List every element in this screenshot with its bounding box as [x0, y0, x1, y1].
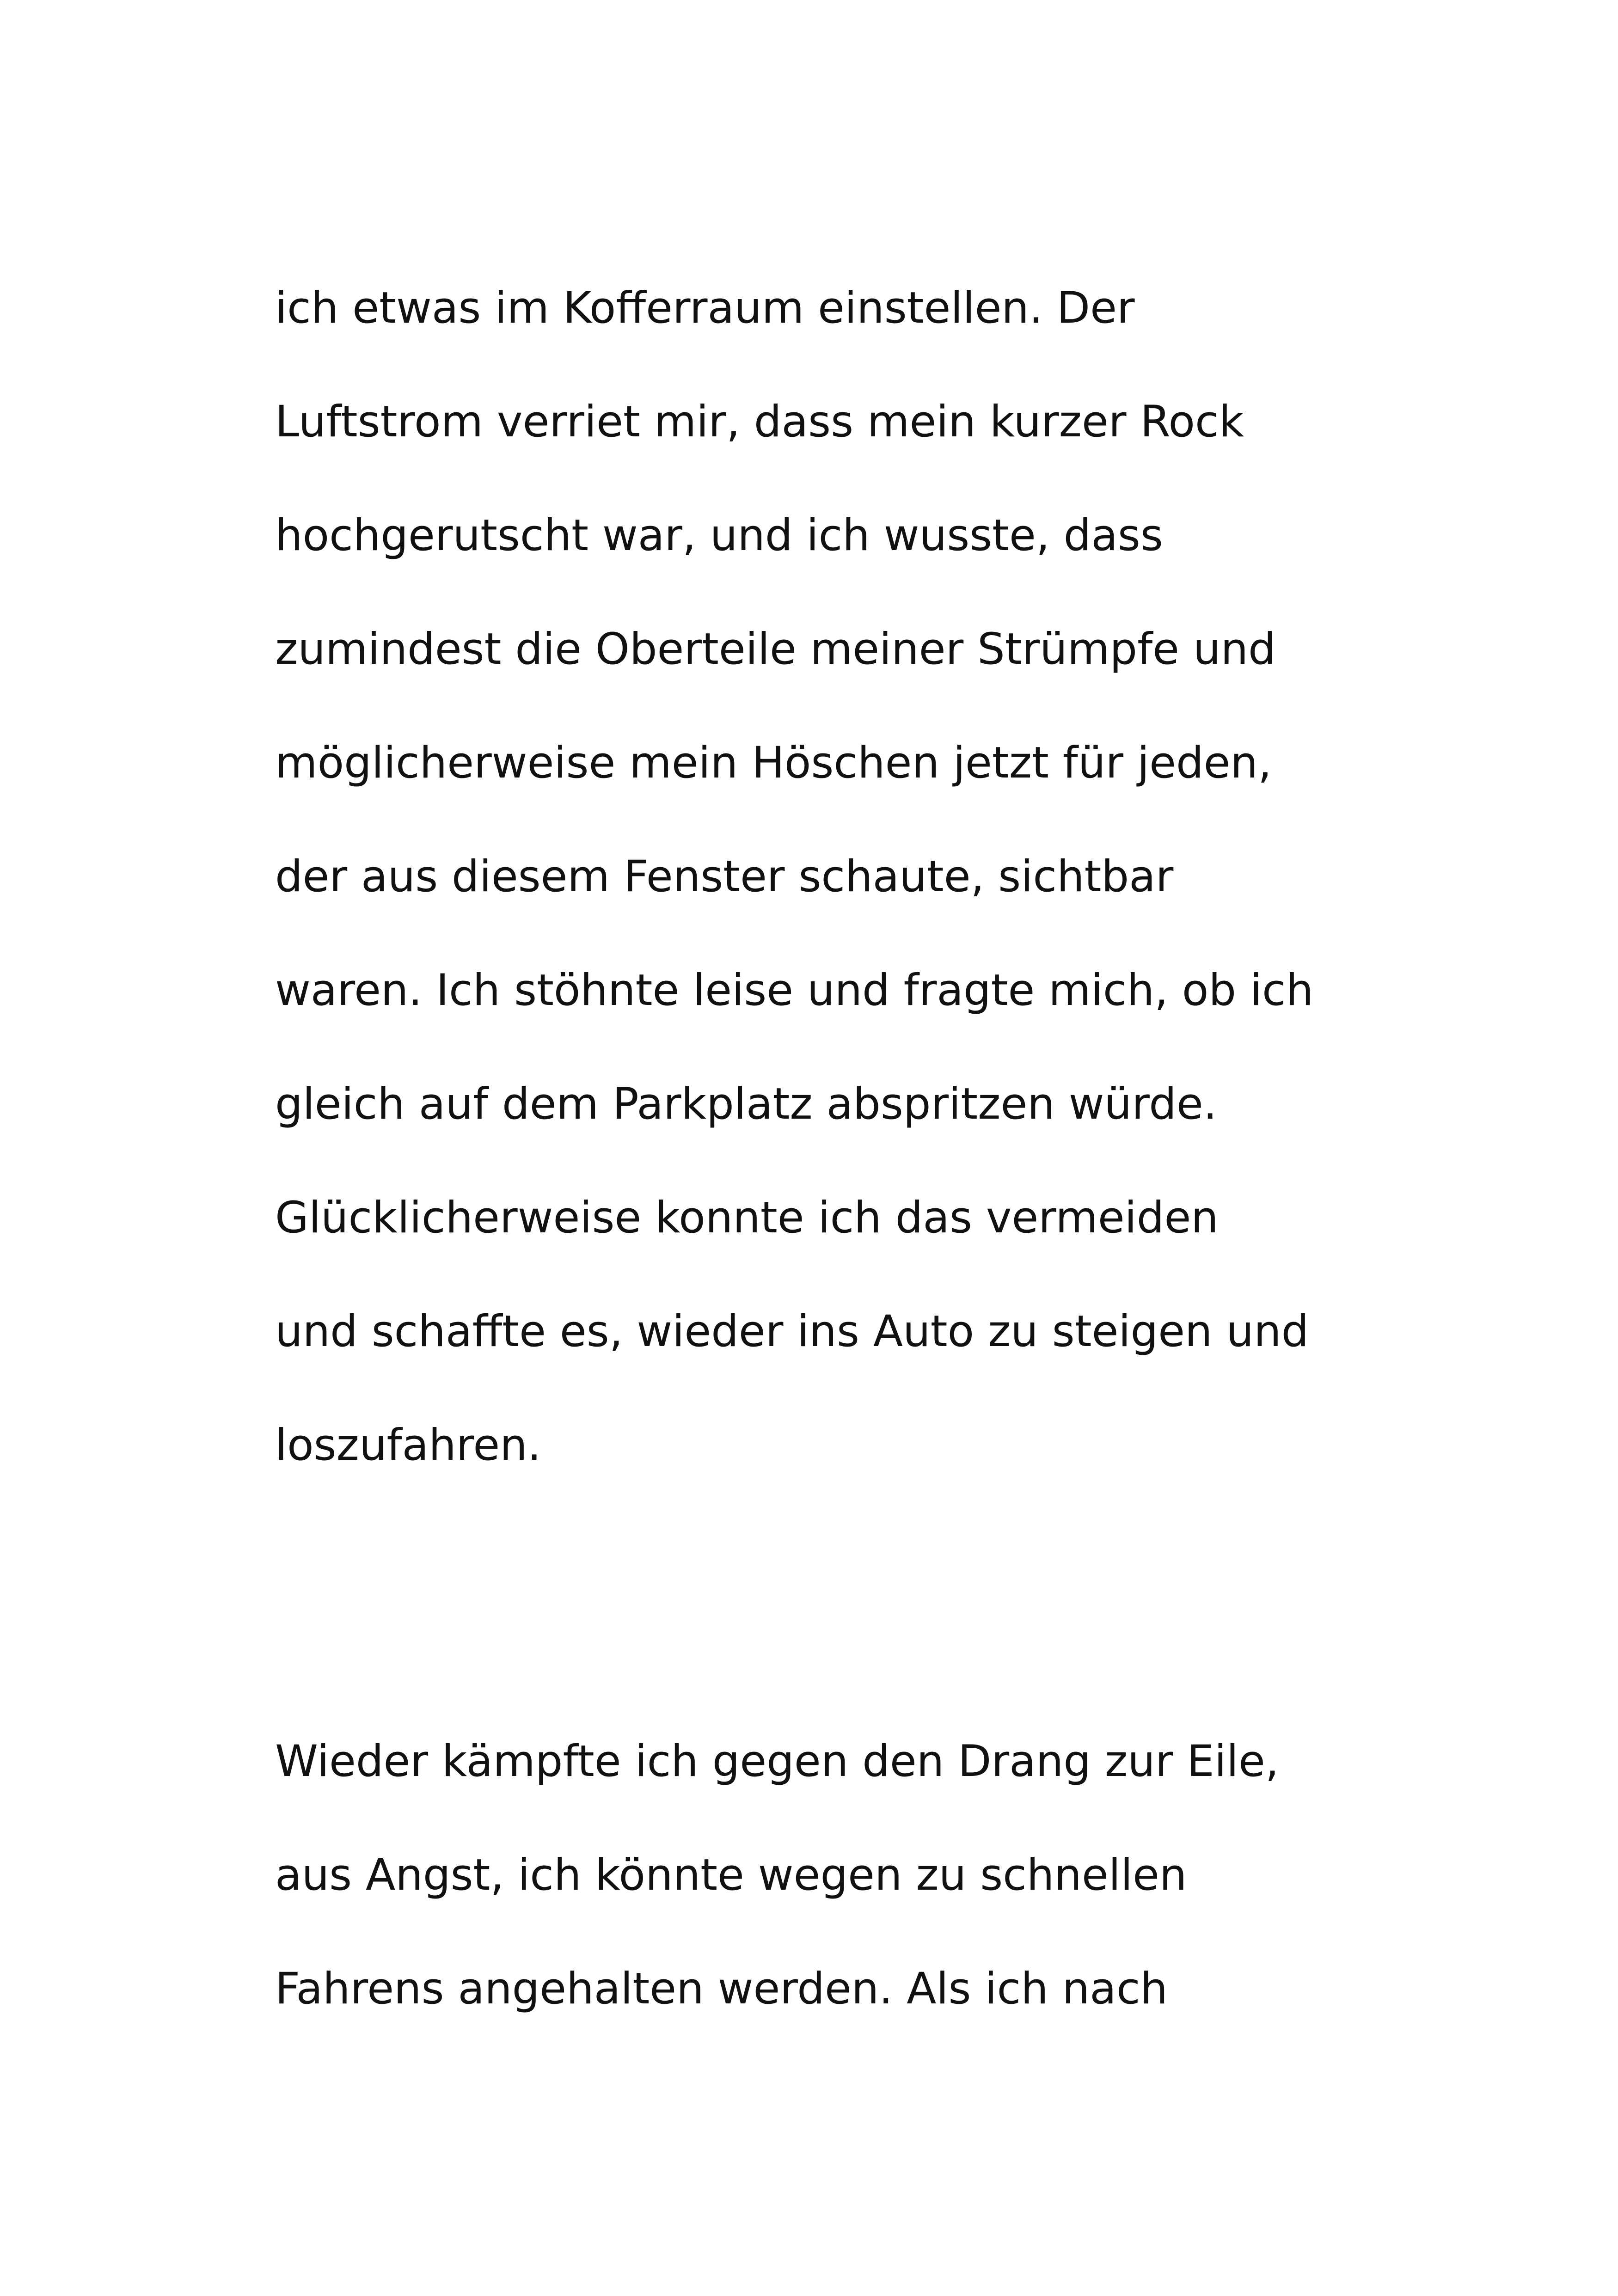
- text-line: der aus diesem Fenster schaute, sichtbar: [275, 851, 1174, 902]
- text-line: Fahrens angehalten werden. Als ich nach: [275, 1964, 1168, 2014]
- text-line: gleich auf dem Parkplatz abspritzen würde.: [275, 1079, 1217, 1129]
- text-line: Wieder kämpfte ich gegen den Drang zur Eile,: [275, 1736, 1279, 1787]
- text-line: und schaffte es, wieder ins Auto zu steigen und: [275, 1306, 1309, 1357]
- paragraph-2: [275, 1705, 1477, 2046]
- text-line: hochgerutscht war, und ich wusste, dass: [275, 510, 1163, 561]
- text-line: waren. Ich stöhnte leise und fragte mich, ob ich: [275, 965, 1314, 1016]
- text-line: möglicherweise mein Höschen jetzt für jeden,: [275, 738, 1272, 788]
- text-line: aus Angst, ich könnte wegen zu schnellen: [275, 1850, 1187, 1900]
- text-line: zumindest die Oberteile meiner Strümpfe und: [275, 624, 1276, 674]
- text-line: loszufahren.: [275, 1420, 541, 1470]
- paragraph-1: [275, 251, 1477, 1502]
- text-line: Glücklicherweise konnte ich das vermeiden: [275, 1193, 1219, 1243]
- text-line: ich etwas im Kofferraum einstellen. Der: [275, 283, 1135, 333]
- text-line: Luftstrom verriet mir, dass mein kurzer Rock: [275, 397, 1244, 447]
